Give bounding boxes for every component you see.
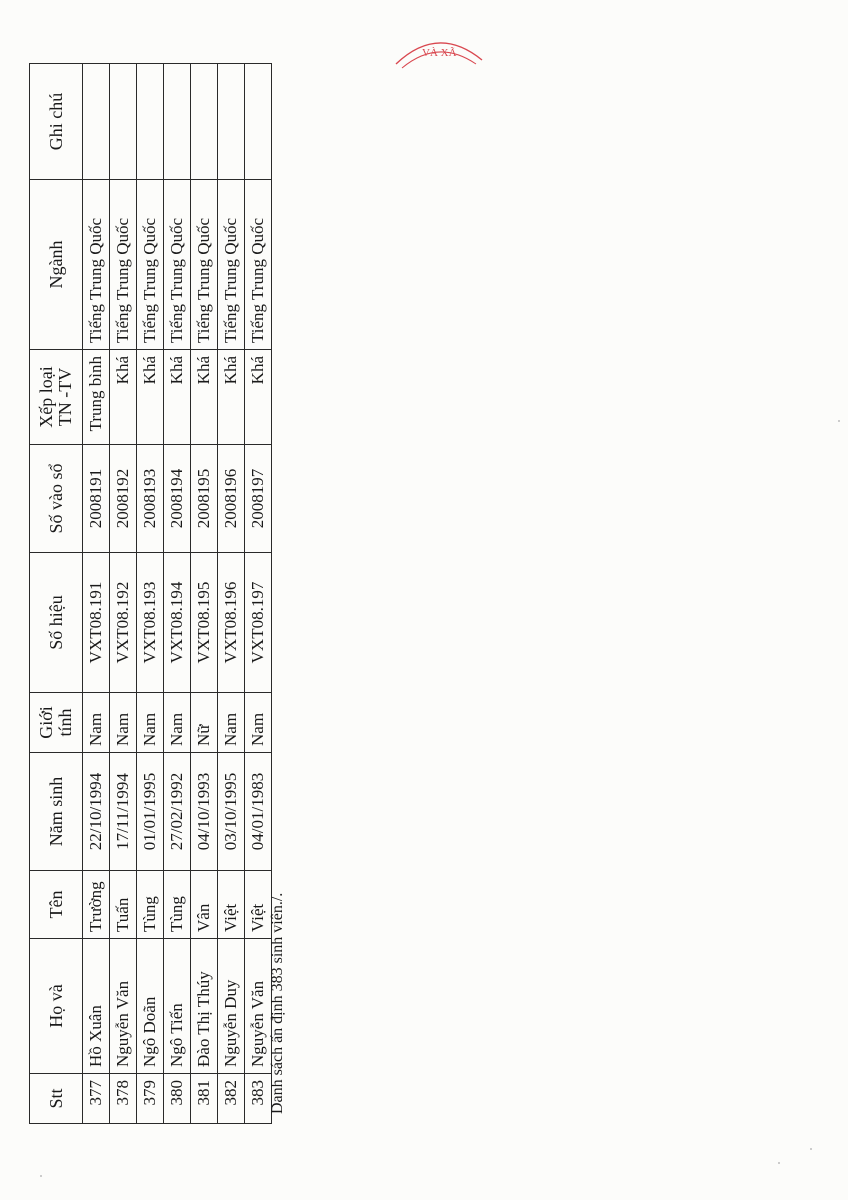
table-row	[83, 64, 110, 1124]
cell-ghi-chu	[83, 64, 110, 180]
cell-gioi-tinh: Nam	[164, 693, 191, 753]
cell-nganh: Tiếng Trung Quốc	[164, 180, 191, 350]
cell-nganh: Tiếng Trung Quốc	[218, 180, 245, 350]
cell-ten: Việt	[245, 871, 272, 939]
cell-ghi-chu	[218, 64, 245, 180]
cell-ho: Hồ Xuân	[83, 939, 110, 1074]
cell-ten: Việt	[218, 871, 245, 939]
table-row	[191, 64, 218, 1124]
cell-gioi-tinh: Nam	[110, 693, 137, 753]
cell-nganh: Tiếng Trung Quốc	[191, 180, 218, 350]
cell-gioi-tinh: Nam	[218, 693, 245, 753]
header-nam-sinh: Năm sinh	[30, 753, 83, 871]
header-so-hieu: Số hiệu	[30, 553, 83, 693]
cell-ghi-chu	[191, 64, 218, 180]
cell-so-hieu: VXT08.191	[83, 553, 110, 693]
scan-speck	[778, 1162, 780, 1164]
header-stt: Stt	[30, 1074, 83, 1124]
cell-xep-loai: Khá	[164, 350, 191, 445]
header-so-vao-so: Số vào sổ	[30, 445, 83, 553]
cell-so-vao-so: 2008191	[83, 445, 110, 553]
cell-so-hieu: VXT08.195	[191, 553, 218, 693]
cell-ten: Trường	[83, 871, 110, 939]
cell-stt: 379	[137, 1074, 164, 1124]
cell-ten: Tuấn	[110, 871, 137, 939]
cell-xep-loai: Khá	[137, 350, 164, 445]
cell-ho: Đào Thị Thúy	[191, 939, 218, 1074]
table-row	[137, 64, 164, 1124]
cell-stt: 381	[191, 1074, 218, 1124]
cell-ghi-chu	[110, 64, 137, 180]
cell-xep-loai: Khá	[110, 350, 137, 445]
table-row	[164, 64, 191, 1124]
header-nganh: Ngành	[30, 180, 83, 350]
cell-nam-sinh: 22/10/1994	[83, 753, 110, 871]
cell-nganh: Tiếng Trung Quốc	[137, 180, 164, 350]
header-gioi-tinh: Giới tính	[30, 693, 83, 753]
cell-so-vao-so: 2008194	[164, 445, 191, 553]
cell-gioi-tinh: Nam	[83, 693, 110, 753]
cell-nam-sinh: 04/10/1993	[191, 753, 218, 871]
cell-xep-loai: Trung bình	[83, 350, 110, 445]
seal-stamp	[392, 30, 484, 70]
cell-ho: Nguyễn Văn	[110, 939, 137, 1074]
rotated-document	[29, 64, 286, 1124]
table-row	[245, 64, 272, 1124]
scan-speck	[40, 1175, 42, 1177]
cell-ghi-chu	[245, 64, 272, 180]
cell-ho: Nguyễn Duy	[218, 939, 245, 1074]
cell-so-vao-so: 2008195	[191, 445, 218, 553]
cell-nam-sinh: 17/11/1994	[110, 753, 137, 871]
cell-xep-loai: Khá	[218, 350, 245, 445]
cell-ten: Tùng	[164, 871, 191, 939]
cell-stt: 380	[164, 1074, 191, 1124]
cell-nam-sinh: 04/01/1983	[245, 753, 272, 871]
cell-nam-sinh: 27/02/1992	[164, 753, 191, 871]
stamp-text: VÀ XÃ	[422, 47, 457, 59]
cell-so-hieu: VXT08.196	[218, 553, 245, 693]
cell-so-vao-so: 2008192	[110, 445, 137, 553]
scan-speck	[810, 1148, 812, 1150]
cell-ghi-chu	[164, 64, 191, 180]
header-row	[30, 64, 83, 1124]
student-list-table	[29, 63, 272, 1124]
cell-nganh: Tiếng Trung Quốc	[83, 180, 110, 350]
cell-ho: Ngô Doãn	[137, 939, 164, 1074]
header-ghi-chu: Ghi chú	[30, 64, 83, 180]
cell-nganh: Tiếng Trung Quốc	[245, 180, 272, 350]
cell-stt: 377	[83, 1074, 110, 1124]
cell-xep-loai: Khá	[245, 350, 272, 445]
cell-ten: Tùng	[137, 871, 164, 939]
cell-gioi-tinh: Nam	[245, 693, 272, 753]
cell-so-vao-so: 2008196	[218, 445, 245, 553]
header-xep-loai: Xếp loại TN -TV	[30, 350, 83, 445]
cell-stt: 382	[218, 1074, 245, 1124]
cell-so-hieu: VXT08.197	[245, 553, 272, 693]
footnote: Danh sách ấn định 383 sinh viên./.	[269, 892, 286, 1114]
cell-gioi-tinh: Nam	[137, 693, 164, 753]
table-row	[110, 64, 137, 1124]
cell-ten: Vân	[191, 871, 218, 939]
cell-xep-loai: Khá	[191, 350, 218, 445]
cell-so-vao-so: 2008193	[137, 445, 164, 553]
header-ho-va: Họ và	[30, 939, 83, 1074]
cell-stt: 378	[110, 1074, 137, 1124]
cell-so-hieu: VXT08.193	[137, 553, 164, 693]
table-row	[218, 64, 245, 1124]
cell-ho: Ngô Tiến	[164, 939, 191, 1074]
cell-so-hieu: VXT08.192	[110, 553, 137, 693]
cell-stt: 383	[245, 1074, 272, 1124]
cell-gioi-tinh: Nữ	[191, 693, 218, 753]
cell-ghi-chu	[137, 64, 164, 180]
cell-so-hieu: VXT08.194	[164, 553, 191, 693]
header-ten: Tên	[30, 871, 83, 939]
scan-speck	[838, 420, 840, 422]
cell-nam-sinh: 01/01/1995	[137, 753, 164, 871]
cell-ho: Nguyễn Văn	[245, 939, 272, 1074]
cell-so-vao-so: 2008197	[245, 445, 272, 553]
cell-nganh: Tiếng Trung Quốc	[110, 180, 137, 350]
cell-nam-sinh: 03/10/1995	[218, 753, 245, 871]
